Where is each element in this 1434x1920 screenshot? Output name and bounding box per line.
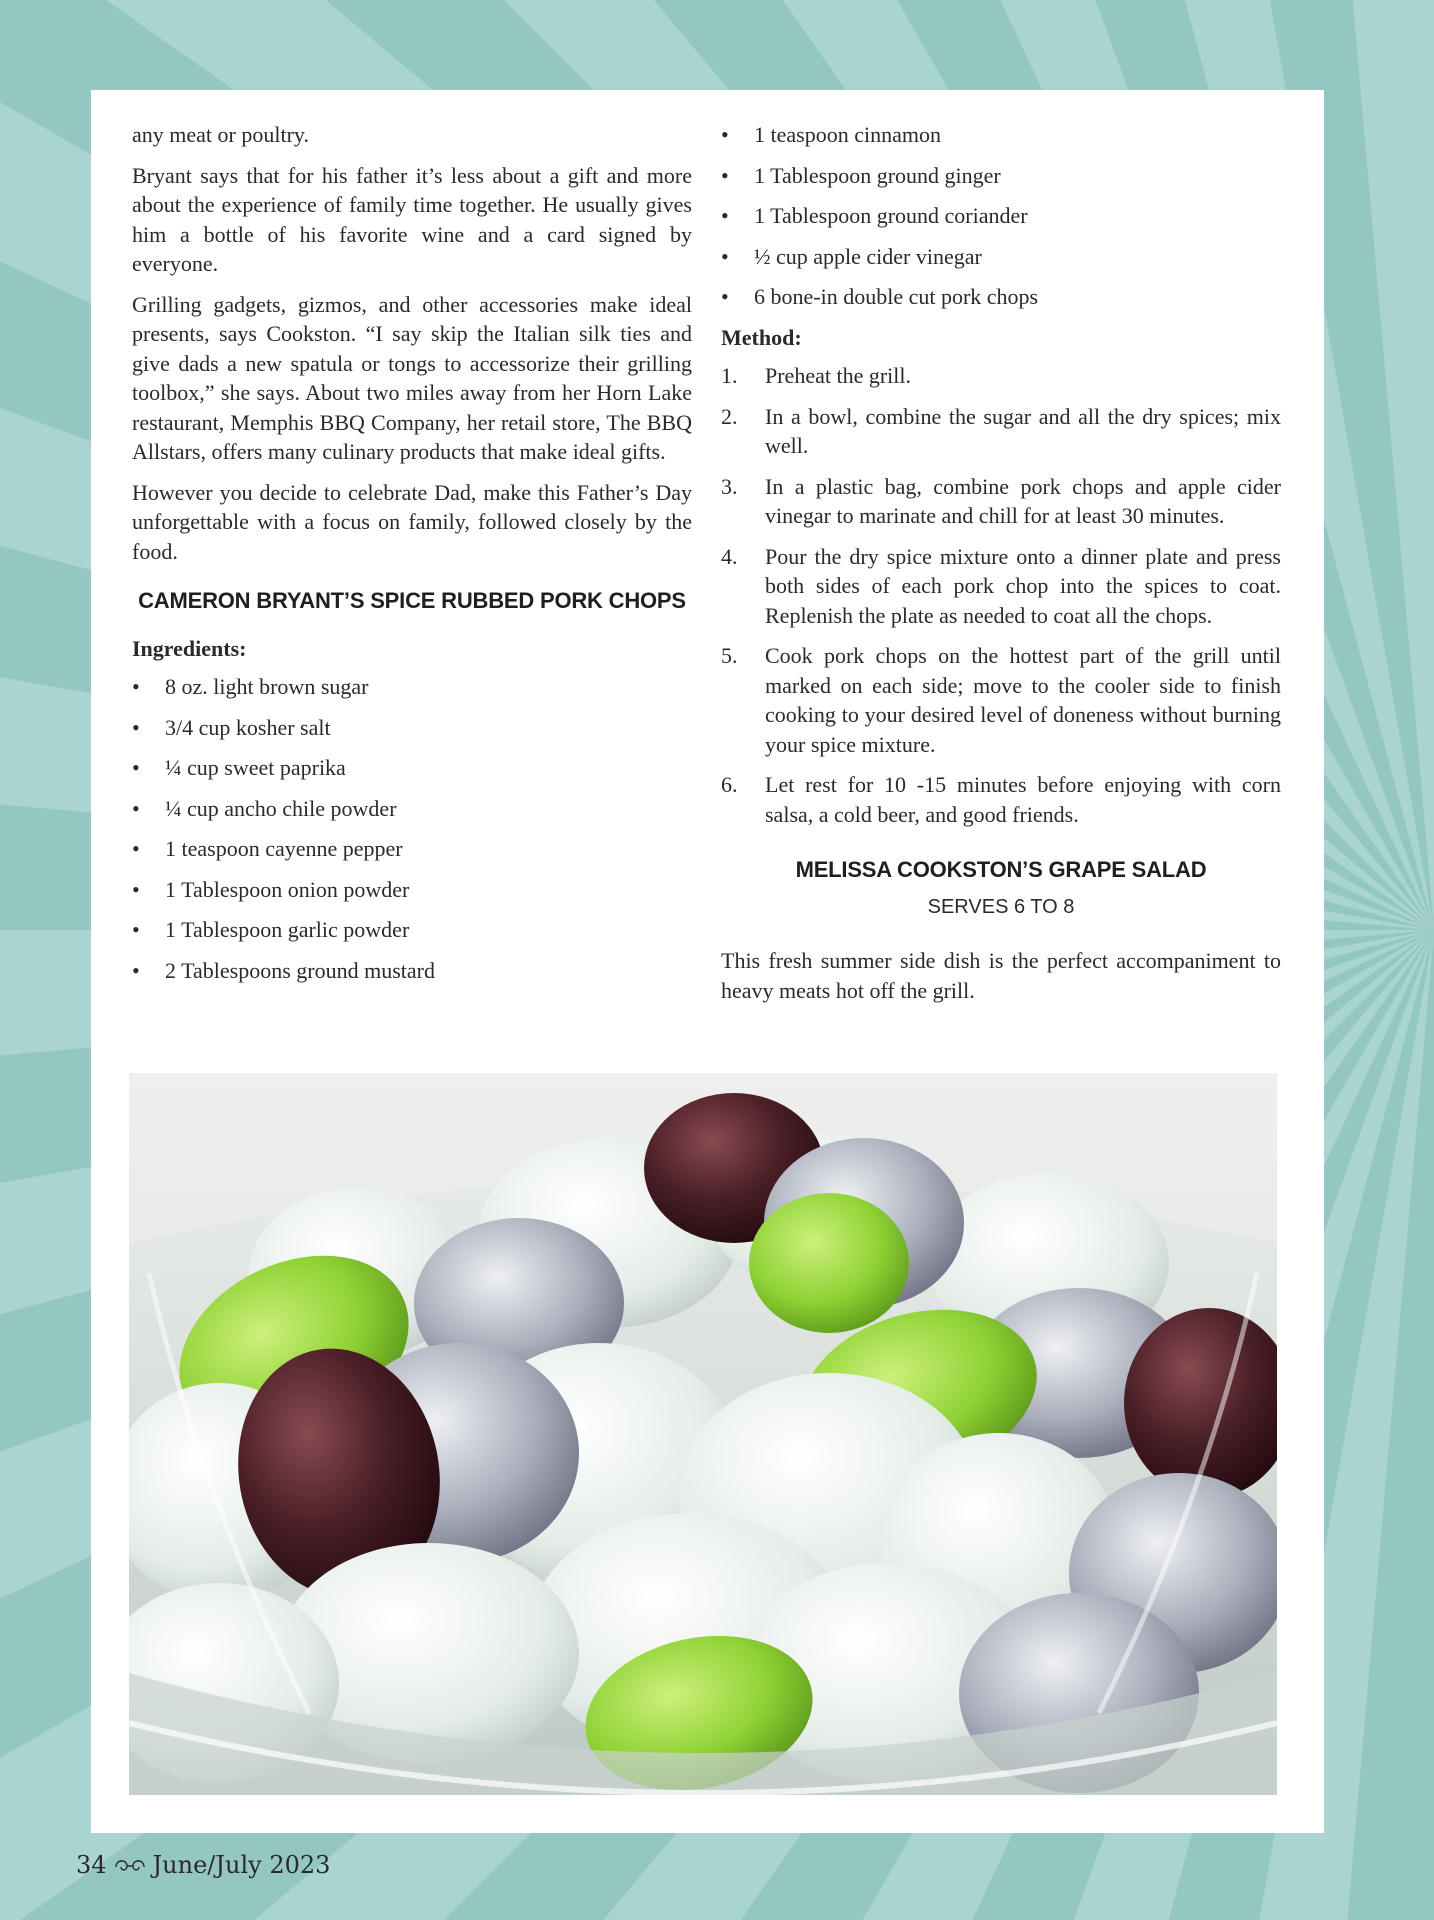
- method-label: Method:: [721, 324, 802, 350]
- ingredients-list-continued: [721, 120, 1281, 312]
- list-item: • 8 oz. light brown sugar: [132, 672, 692, 702]
- swirl-ornament-icon: [113, 1855, 147, 1875]
- step-text: In a plastic bag, combine pork chops and apple cider vinegar to marinate and chill for at least 30 minutes.: [765, 473, 1281, 528]
- ingredients-label: Ingredients:: [132, 635, 247, 661]
- issue-date: June/July 2023: [152, 1851, 331, 1879]
- step-number: 5.: [721, 643, 738, 668]
- list-item: • 2 Tablespoons ground mustard: [132, 956, 692, 986]
- list-item: • 1 teaspoon cinnamon: [721, 120, 1281, 150]
- step-number: 6.: [721, 772, 738, 797]
- page-footer: [76, 1851, 330, 1879]
- recipe-title: CAMERON BRYANT’S SPICE RUBBED PORK CHOPS: [138, 588, 686, 613]
- paragraph: any meat or poultry.: [132, 122, 309, 147]
- list-item: • 1 Tablespoon onion powder: [132, 875, 692, 905]
- step-item: [721, 542, 1281, 631]
- list-item: • 1 Tablespoon ground ginger: [721, 161, 1281, 191]
- paragraph: This fresh summer side dish is the perfect accompaniment to heavy meats hot off the grill.: [721, 948, 1281, 1003]
- left-column: [132, 120, 692, 996]
- step-item: [721, 472, 1281, 531]
- step-text: Preheat the grill.: [765, 363, 912, 388]
- right-column: [721, 120, 1281, 1016]
- step-item: [721, 641, 1281, 759]
- step-number: 2.: [721, 403, 738, 429]
- step-text: In a bowl, combine the sugar and all the dry spices; mix well.: [765, 403, 1281, 458]
- step-item: [721, 770, 1281, 829]
- page-number: 34: [76, 1851, 107, 1879]
- step-text: Cook pork chops on the hottest part of the grill until marked on each side; move to the cooler side to finish cooking to your desired level of doneness without burning your spice mixture.: [765, 643, 1281, 757]
- step-number: 4.: [721, 543, 738, 569]
- ingredients-list: [132, 672, 692, 985]
- step-text: Let rest for 10 -15 minutes before enjoying with corn salsa, a cold beer, and good friends.: [765, 772, 1281, 827]
- paragraph: Grilling gadgets, gizmos, and other accessories make ideal presents, says Cookston. “I say skip the Italian silk ties and give dads a new spatula or tongs to accessorize their grilling toolbox,” she says. About two miles away from her Horn Lake restaurant, Memphis BBQ Company, her retail store, The BBQ Allstars, offers many culinary products that make ideal gifts.: [132, 291, 692, 464]
- paragraph: Bryant says that for his father it’s less about a gift and more about the experience of family time together. He usually gives him a bottle of his favorite wine and a card signed by everyone.: [132, 162, 692, 276]
- list-item: • 3/4 cup kosher salt: [132, 713, 692, 743]
- list-item: • 1 Tablespoon ground coriander: [721, 201, 1281, 231]
- grape-salad-image: [129, 1073, 1277, 1795]
- step-text: Pour the dry spice mixture onto a dinner plate and press both sides of each pork chop into the spices to coat. Replenish the plate as needed to coat all the chops.: [765, 543, 1281, 628]
- list-item: • 1 Tablespoon garlic powder: [132, 915, 692, 945]
- method-steps: [721, 361, 1281, 829]
- article-card: [91, 90, 1324, 1833]
- list-item: • ½ cup apple cider vinegar: [721, 242, 1281, 272]
- recipe-title: MELISSA COOKSTON’S GRAPE SALAD: [795, 857, 1207, 882]
- step-item: [721, 402, 1281, 461]
- step-number: 1.: [721, 363, 738, 388]
- list-item: • ¼ cup sweet paprika: [132, 753, 692, 783]
- paragraph: However you decide to celebrate Dad, make this Father’s Day unforgettable with a focus on family, followed closely by the food.: [132, 479, 692, 564]
- step-number: 3.: [721, 473, 738, 499]
- list-item: • ¼ cup ancho chile powder: [132, 794, 692, 824]
- list-item: • 6 bone-in double cut pork chops: [721, 282, 1281, 312]
- list-item: • 1 teaspoon cayenne pepper: [132, 834, 692, 864]
- grape-salad-photo: [129, 1073, 1277, 1795]
- step-item: [721, 361, 1281, 391]
- serves-label: SERVES 6 TO 8: [927, 895, 1075, 918]
